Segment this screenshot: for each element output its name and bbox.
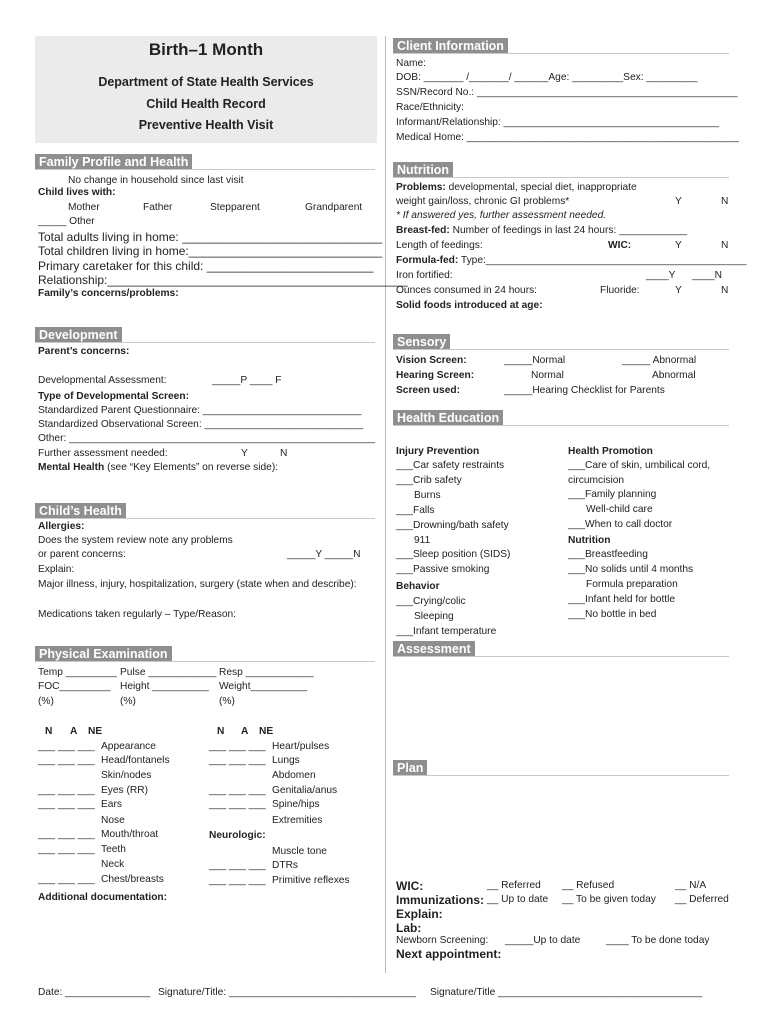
behavior-label: Behavior: [396, 581, 440, 592]
lives-with-label: Child lives with:: [38, 187, 116, 198]
exam-item: Heart/pulses: [272, 741, 330, 752]
wic-label: WIC:: [608, 240, 632, 251]
height-percent: (%): [120, 696, 136, 707]
exam-blanks[interactable]: ___ ___ ___: [38, 799, 95, 810]
formula-label: [396, 255, 746, 266]
system-review-yn[interactable]: _____Y _____N: [287, 549, 361, 560]
exam-item: Genitalia/anus: [272, 785, 338, 796]
additional-documentation-label: Additional documentation:: [38, 892, 168, 903]
exam-item: Lungs: [272, 755, 300, 766]
exam-item: Eyes (RR): [101, 785, 148, 796]
assessment-section-header: Assessment: [393, 641, 475, 657]
sensory-section-header: Sensory: [393, 334, 450, 350]
other-option[interactable]: _____ Other: [38, 216, 95, 227]
education-item: circumcision: [568, 475, 625, 486]
breastfed-field[interactable]: Number of feedings in last 24 hours: ____________: [449, 225, 688, 236]
education-item[interactable]: 911: [414, 535, 431, 546]
family-rule: [35, 169, 375, 170]
length-feedings-label: Length of feedings:: [396, 240, 483, 251]
breastfed-bold: Breast-fed:: [396, 225, 450, 236]
exam-item: Appearance: [101, 741, 156, 752]
education-item[interactable]: ___No bottle in bed: [568, 609, 657, 620]
pass-fail-field[interactable]: _____P ____ F: [212, 375, 282, 386]
exam-item: Teeth: [101, 844, 126, 855]
record-name: Child Health Record: [146, 97, 266, 111]
signature-field-1[interactable]: Signature/Title: _________________________________: [158, 987, 416, 998]
exam-blanks[interactable]: ___ ___ ___: [38, 844, 95, 855]
signature-field-2[interactable]: Signature/Title ____________________________________: [430, 987, 703, 998]
screen-used-label: Screen used:: [396, 385, 460, 396]
col-ne-header-right: NE: [259, 726, 274, 737]
mental-health-bold: Mental Health: [38, 462, 105, 473]
further-no-option[interactable]: N: [280, 448, 288, 459]
education-item[interactable]: ___Breastfeeding: [568, 549, 648, 560]
exam-item: Muscle tone: [272, 846, 327, 857]
neurologic-label: Neurologic:: [209, 830, 266, 841]
exam-item: Nose: [101, 815, 125, 826]
dob-age-sex-field[interactable]: DOB: _______ /_______/ ______Age: _________Sex: _________: [396, 72, 698, 83]
exam-item: Extremities: [272, 815, 323, 826]
mother-option[interactable]: Mother: [68, 202, 100, 213]
breastfed-label: [396, 225, 687, 236]
education-item[interactable]: ___When to call doctor: [568, 519, 673, 530]
immunizations-label: Immunizations:: [396, 893, 485, 907]
education-item[interactable]: Well-child care: [586, 504, 653, 515]
allergies-label: Allergies:: [38, 521, 85, 532]
visit-name: Preventive Health Visit: [138, 118, 274, 132]
plan-rule: [393, 775, 729, 776]
iron-no-option[interactable]: ____N: [692, 270, 723, 281]
problems-label: [396, 182, 637, 193]
assessment-rule: [393, 656, 729, 657]
exam-item: Ears: [101, 799, 122, 810]
health-education-rule: [393, 425, 729, 426]
exam-blanks[interactable]: ___ ___ ___: [209, 785, 266, 796]
race-field[interactable]: Race/Ethnicity:: [396, 102, 464, 113]
client-info-section-header: Client Information: [393, 38, 508, 54]
fluoride-label: Fluoride:: [600, 285, 640, 296]
hearing-abnormal-option[interactable]: Abnormal: [652, 370, 696, 381]
observational-screen-field[interactable]: Standardized Observational Screen: ____________________________: [38, 419, 364, 430]
hearing-screen-label: Hearing Screen:: [396, 370, 475, 381]
resp-field[interactable]: Resp ____________: [219, 667, 314, 678]
education-item[interactable]: Sleeping: [414, 611, 454, 622]
fluoride-no-option[interactable]: N: [721, 285, 729, 296]
temp-field[interactable]: Temp _________: [38, 667, 117, 678]
nutrition-section-header: Nutrition: [393, 162, 453, 178]
lab-label: Lab:: [396, 921, 422, 935]
problems-text-2: weight gain/loss, chronic GI problems*: [396, 196, 570, 207]
health-promotion-label: Health Promotion: [568, 446, 653, 457]
system-review-text-1: Does the system review note any problems: [38, 535, 233, 546]
stepparent-option[interactable]: Stepparent: [210, 202, 260, 213]
formula-type-field[interactable]: Type:______________________________________________: [458, 255, 747, 266]
education-item[interactable]: Formula preparation: [586, 579, 678, 590]
parents-concerns-label: Parent’s concerns:: [38, 346, 130, 357]
childs-health-section-header: Child’s Health: [35, 503, 126, 519]
exam-blanks[interactable]: ___ ___ ___: [209, 741, 266, 752]
exam-item: Spine/hips: [272, 799, 320, 810]
plan-explain-label: Explain:: [396, 907, 443, 921]
height-field[interactable]: Height __________: [120, 681, 209, 692]
family-concerns-label: Family’s concerns/problems:: [38, 288, 179, 299]
education-item[interactable]: ___Car safety restraints: [396, 460, 505, 471]
vision-normal-option[interactable]: _____Normal: [504, 355, 566, 366]
page-title: Birth–1 Month: [148, 40, 264, 59]
plan-wic-label: WIC:: [396, 879, 424, 893]
immunizations-uptodate-option[interactable]: __ Up to date: [487, 894, 549, 905]
name-field[interactable]: Name:: [396, 58, 427, 69]
explain-label: Explain:: [38, 564, 75, 575]
education-item[interactable]: ___Crib safety: [396, 475, 462, 486]
education-item[interactable]: ___Passive smoking: [396, 564, 490, 575]
exam-blanks[interactable]: ___ ___ ___: [38, 829, 95, 840]
iron-yes-option[interactable]: ____Y: [646, 270, 676, 281]
ounces-label: Ounces consumed in 24 hours:: [396, 285, 538, 296]
wic-referred-option[interactable]: __ Referred: [487, 880, 541, 891]
no-change-option[interactable]: No change in household since last visit: [68, 175, 244, 186]
education-item[interactable]: Burns: [414, 490, 441, 501]
education-item[interactable]: ___Sleep position (SIDS): [396, 549, 511, 560]
col-n-header: N: [45, 726, 53, 737]
exam-item: Mouth/throat: [101, 829, 159, 840]
further-assessment-label: Further assessment needed:: [38, 448, 168, 459]
foc-percent: (%): [38, 696, 54, 707]
col-n-header-right: N: [217, 726, 225, 737]
exam-blanks[interactable]: ___ ___ ___: [38, 874, 95, 885]
hearing-checklist-option[interactable]: _____Hearing Checklist for Parents: [504, 385, 665, 396]
physical-exam-rule: [35, 661, 375, 662]
wic-na-option[interactable]: __ N/A: [675, 880, 707, 891]
exam-item: Primitive reflexes: [272, 875, 350, 886]
health-education-section-header: Health Education: [393, 410, 503, 426]
next-appointment-label: Next appointment:: [396, 947, 502, 961]
hearing-normal-option[interactable]: Normal: [531, 370, 564, 381]
nutrition-rule: [393, 177, 729, 178]
immunizations-deferred-option[interactable]: __ Deferred: [675, 894, 729, 905]
immunizations-today-option[interactable]: __ To be given today: [562, 894, 656, 905]
vision-screen-label: Vision Screen:: [396, 355, 467, 366]
exam-blanks[interactable]: ___ ___ ___: [38, 755, 95, 766]
exam-item: DTRs: [272, 860, 299, 871]
iron-label: Iron fortified:: [396, 270, 453, 281]
physical-exam-section-header: Physical Examination: [35, 646, 172, 662]
education-item[interactable]: ___Infant temperature: [396, 626, 497, 637]
wic-refused-option[interactable]: __ Refused: [562, 880, 615, 891]
total-adults-field[interactable]: Total adults living in home: ______________________________: [38, 230, 383, 244]
wic-yes-option[interactable]: Y: [675, 240, 682, 251]
education-item[interactable]: ___Family planning: [568, 489, 657, 500]
exam-blanks[interactable]: ___ ___ ___: [38, 741, 95, 752]
weight-percent: (%): [219, 696, 235, 707]
medical-home-field[interactable]: Medical Home: ________________________________________________: [396, 132, 739, 143]
weight-field[interactable]: Weight__________: [219, 681, 308, 692]
exam-blanks[interactable]: ___ ___ ___: [38, 785, 95, 796]
screen-type-label: Type of Developmental Screen:: [38, 391, 189, 402]
grandparent-option[interactable]: Grandparent: [305, 202, 363, 213]
education-item[interactable]: ___No solids until 4 months: [568, 564, 694, 575]
education-item[interactable]: ___Infant held for bottle: [568, 594, 676, 605]
childs-health-rule: [35, 518, 375, 519]
col-a-header-right: A: [241, 726, 249, 737]
wic-no-option[interactable]: N: [721, 240, 729, 251]
informant-field[interactable]: Informant/Relationship: ______________________________________: [396, 117, 719, 128]
column-divider: [385, 36, 386, 973]
newborn-todo-option[interactable]: ____ To be done today: [606, 935, 710, 946]
newborn-screening-label: Newborn Screening:: [396, 935, 489, 946]
further-yes-option[interactable]: Y: [241, 448, 248, 459]
education-item[interactable]: ___Crying/colic: [396, 596, 466, 607]
development-section-header: Development: [35, 327, 122, 343]
medications-label: Medications taken regularly – Type/Reason:: [38, 609, 237, 620]
exam-item: Head/fontanels: [101, 755, 170, 766]
system-review-text-2: or parent concerns:: [38, 549, 126, 560]
mental-health-note: (see “Key Elements” on reverse side):: [104, 462, 279, 473]
plan-section-header: Plan: [393, 760, 427, 776]
newborn-uptodate-option[interactable]: _____Up to date: [505, 935, 581, 946]
col-ne-header: NE: [88, 726, 103, 737]
development-rule: [35, 342, 375, 343]
parent-questionnaire-field[interactable]: Standardized Parent Questionnaire: ____________________________: [38, 405, 362, 416]
formula-bold: Formula-fed:: [396, 255, 459, 266]
other-screen-field[interactable]: Other: ______________________________________________________: [38, 433, 376, 444]
father-option[interactable]: Father: [143, 202, 173, 213]
primary-caretaker-field[interactable]: Primary caretaker for this child: _________________________: [38, 259, 374, 273]
sensory-rule: [393, 349, 729, 350]
developmental-assessment-label: Developmental Assessment:: [38, 375, 167, 386]
total-children-field[interactable]: Total children living in home:_____________________________: [38, 244, 383, 258]
problems-bold: Problems:: [396, 182, 446, 193]
education-item[interactable]: ___Care of skin, umbilical cord,: [568, 460, 711, 471]
exam-item: Neck: [101, 859, 125, 870]
exam-blanks[interactable]: ___ ___ ___: [209, 860, 266, 871]
exam-item: Chest/breasts: [101, 874, 164, 885]
mental-health-label: [38, 462, 278, 473]
nutrition-education-label: Nutrition: [568, 535, 611, 546]
problems-no-option[interactable]: N: [721, 196, 729, 207]
relationship-field[interactable]: Relationship:_____________________________________________: [38, 273, 408, 287]
education-item[interactable]: ___Drowning/bath safety: [396, 520, 509, 531]
vision-abnormal-option[interactable]: _____ Abnormal: [622, 355, 697, 366]
client-info-rule: [393, 53, 729, 54]
injury-prevention-label: Injury Prevention: [396, 446, 480, 457]
exam-item: Skin/nodes: [101, 770, 152, 781]
exam-blanks[interactable]: ___ ___ ___: [209, 799, 266, 810]
department-name: Department of State Health Services: [98, 75, 314, 89]
problems-text: developmental, special diet, inappropriate: [445, 182, 637, 193]
date-field[interactable]: Date: _______________: [38, 987, 151, 998]
exam-blanks[interactable]: ___ ___ ___: [209, 875, 266, 886]
further-assessment-note: * If answered yes, further assessment needed.: [396, 210, 607, 221]
pulse-field[interactable]: Pulse ____________: [120, 667, 217, 678]
exam-blanks[interactable]: ___ ___ ___: [209, 755, 266, 766]
exam-item: Abdomen: [272, 770, 316, 781]
solid-foods-label: Solid foods introduced at age:: [396, 300, 543, 311]
problems-yes-option[interactable]: Y: [675, 196, 682, 207]
col-a-header: A: [70, 726, 78, 737]
fluoride-yes-option[interactable]: Y: [675, 285, 682, 296]
foc-field[interactable]: FOC_________: [38, 681, 111, 692]
family-section-header: Family Profile and Health: [35, 154, 192, 170]
ssn-field[interactable]: SSN/Record No.: ______________________________________________: [396, 87, 738, 98]
major-illness-label: Major illness, injury, hospitalization, surgery (state when and describe):: [38, 579, 357, 590]
education-item[interactable]: ___Falls: [396, 505, 435, 516]
